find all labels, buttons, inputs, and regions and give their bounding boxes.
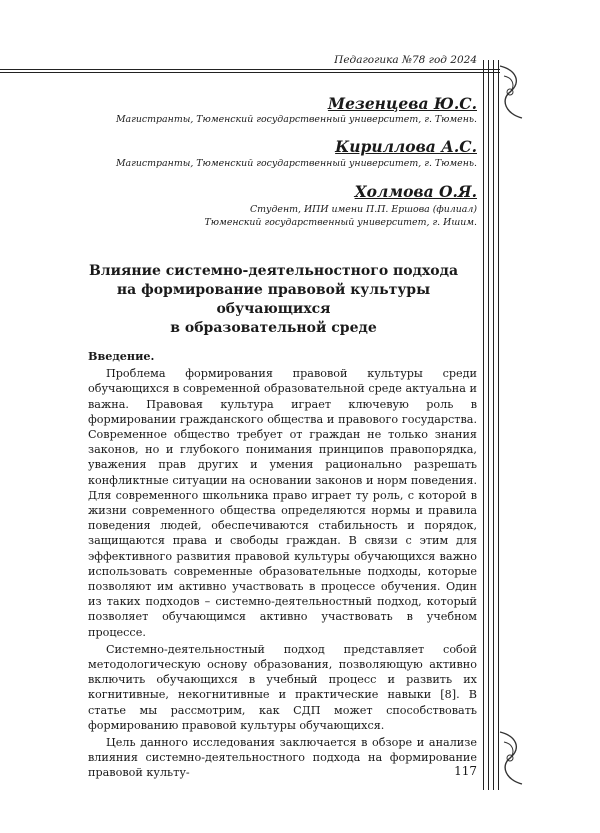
- author-affiliation: Магистранты, Тюменский государственный университет, г. Тюмень.: [90, 157, 477, 170]
- title-line: в образовательной среде: [70, 319, 477, 338]
- author-name: Мезенцева Ю.С.: [90, 94, 477, 113]
- paragraph: Цель данного исследования заключается в обзоре и анализе влияния системно-деятельностного подхода на формирование правовой культу-: [88, 735, 477, 781]
- title-line: на формирование правовой культуры обучающихся: [70, 281, 477, 319]
- border-line: [498, 60, 499, 790]
- author-name: Кириллова А.С.: [90, 137, 477, 156]
- author-affiliation: Студент, ИПИ имени П.П. Ершова (филиал): [90, 203, 477, 216]
- article-body: [88, 349, 477, 783]
- author-affiliation: Тюменский государственный университет, г. Ишим.: [90, 216, 477, 229]
- header-rule: [0, 69, 500, 70]
- title-line: Влияние системно-деятельностного подхода: [70, 262, 477, 281]
- paragraph: Проблема формирования правовой культуры среди обучающихся в современной образовательной среде актуальна и важна. Правовая культура играет ключевую роль в формировании гражданского общества и правового государства. Современное общество требует от граждан не только знания законов, но и глубокого понимания принципов правопорядка, уважения прав других и умения рационально разрешать конфликтные ситуации на основании законов и норм поведения. Для современного школьника право играет ту роль, с которой в жизни современного общества определяются нормы и правила поведения людей, обеспечиваются стабильность и порядок, защищаются права и свободы граждан. В связи с этим для эффективного развития правовой культуры обучающихся важно использовать современные образовательные подходы, которые позволяют им активно участвовать в процессе обучения. Один из таких подходов – системно-деятельностный подход, который позволяет обучающимся активно участвовать в учебном процессе.: [88, 366, 477, 640]
- article-title: [70, 262, 477, 338]
- corner-ornament-bottom: [496, 728, 526, 788]
- author-affiliation: Магистранты, Тюменский государственный университет, г. Тюмень.: [90, 113, 477, 126]
- paragraph: Системно-деятельностный подход представляет собой методологическую основу образования, позволяющую активно включить обучающихся в учебный процесс и развить их когнитивные, некогнитивные и практические навыки [8]. В статье мы рассмотрим, как СДП может способствовать формированию правовой культуры обучающихся.: [88, 642, 477, 733]
- journal-header: Педагогика №78 год 2024: [70, 54, 477, 66]
- intro-heading: Введение.: [88, 349, 477, 364]
- border-line: [483, 60, 484, 790]
- author-name: Холмова О.Я.: [90, 182, 477, 201]
- page-number: 117: [430, 764, 477, 778]
- corner-ornament-top: [496, 62, 526, 122]
- header-rule-double: [0, 72, 500, 73]
- border-line: [488, 60, 489, 790]
- border-line: [493, 60, 494, 790]
